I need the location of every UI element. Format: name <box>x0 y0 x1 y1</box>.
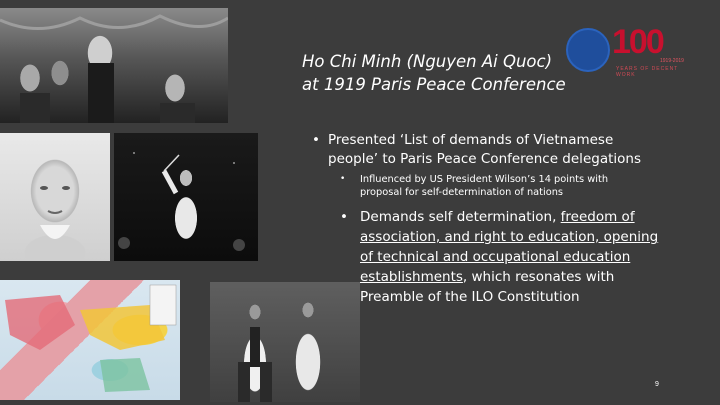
subbullet-wilson <box>340 173 690 199</box>
bullet-dot: • <box>340 174 346 184</box>
text-plain: Demands self determination, <box>360 209 561 225</box>
bullet-presented-list <box>312 131 688 169</box>
photo-two-men-detail <box>210 282 360 402</box>
bullet-line: Preamble of the ILO Constitution <box>360 289 580 305</box>
bullet-line <box>360 267 690 287</box>
slide-title <box>302 50 572 96</box>
slide-title-line: at 1919 Paris Peace Conference <box>302 75 566 94</box>
photo-portrait-detail <box>0 133 110 261</box>
bullet-line <box>360 207 690 227</box>
bullet-line: of technical and occupational education <box>360 249 631 265</box>
photo-two-men <box>210 282 360 402</box>
text-underlined: establishments <box>360 269 463 285</box>
bullet-line: association, and right to education, opening <box>360 229 659 245</box>
photo-ho-chi-minh-portrait <box>0 133 110 261</box>
ilo-100-logo <box>566 22 686 80</box>
logo-hundred: 100 <box>612 23 663 61</box>
text-plain: , which resonates with <box>462 269 615 285</box>
photo-world-map <box>0 280 180 400</box>
bullet-line: proposal for self-determination of nations <box>360 187 564 198</box>
photo-conducting <box>114 133 258 261</box>
bullet-dot: • <box>340 209 348 225</box>
photo-paris-conference-group <box>0 8 228 123</box>
text-underlined: freedom of <box>560 209 635 225</box>
logo-subtitle: YEARS OF DECENT WORK <box>616 66 679 78</box>
subbullet-demands <box>340 207 690 307</box>
ilo-globe-icon <box>566 28 610 72</box>
bullet-line: people’ to Paris Peace Conference delegations <box>328 151 641 167</box>
bullet-dot: • <box>312 132 320 148</box>
photo-world-map-detail <box>0 280 180 400</box>
page-number: 9 <box>655 381 659 388</box>
photo-paris-conference-group-detail <box>0 8 228 123</box>
logo-years: 1919-2019 <box>660 58 684 64</box>
slide-title-line: Ho Chi Minh (Nguyen Ai Quoc) <box>302 52 553 71</box>
photo-conducting-detail <box>114 133 258 261</box>
bullet-line: Influenced by US President Wilson’s 14 points with <box>360 174 609 185</box>
bullet-line: Presented ‘List of demands of Vietnamese <box>328 132 614 148</box>
